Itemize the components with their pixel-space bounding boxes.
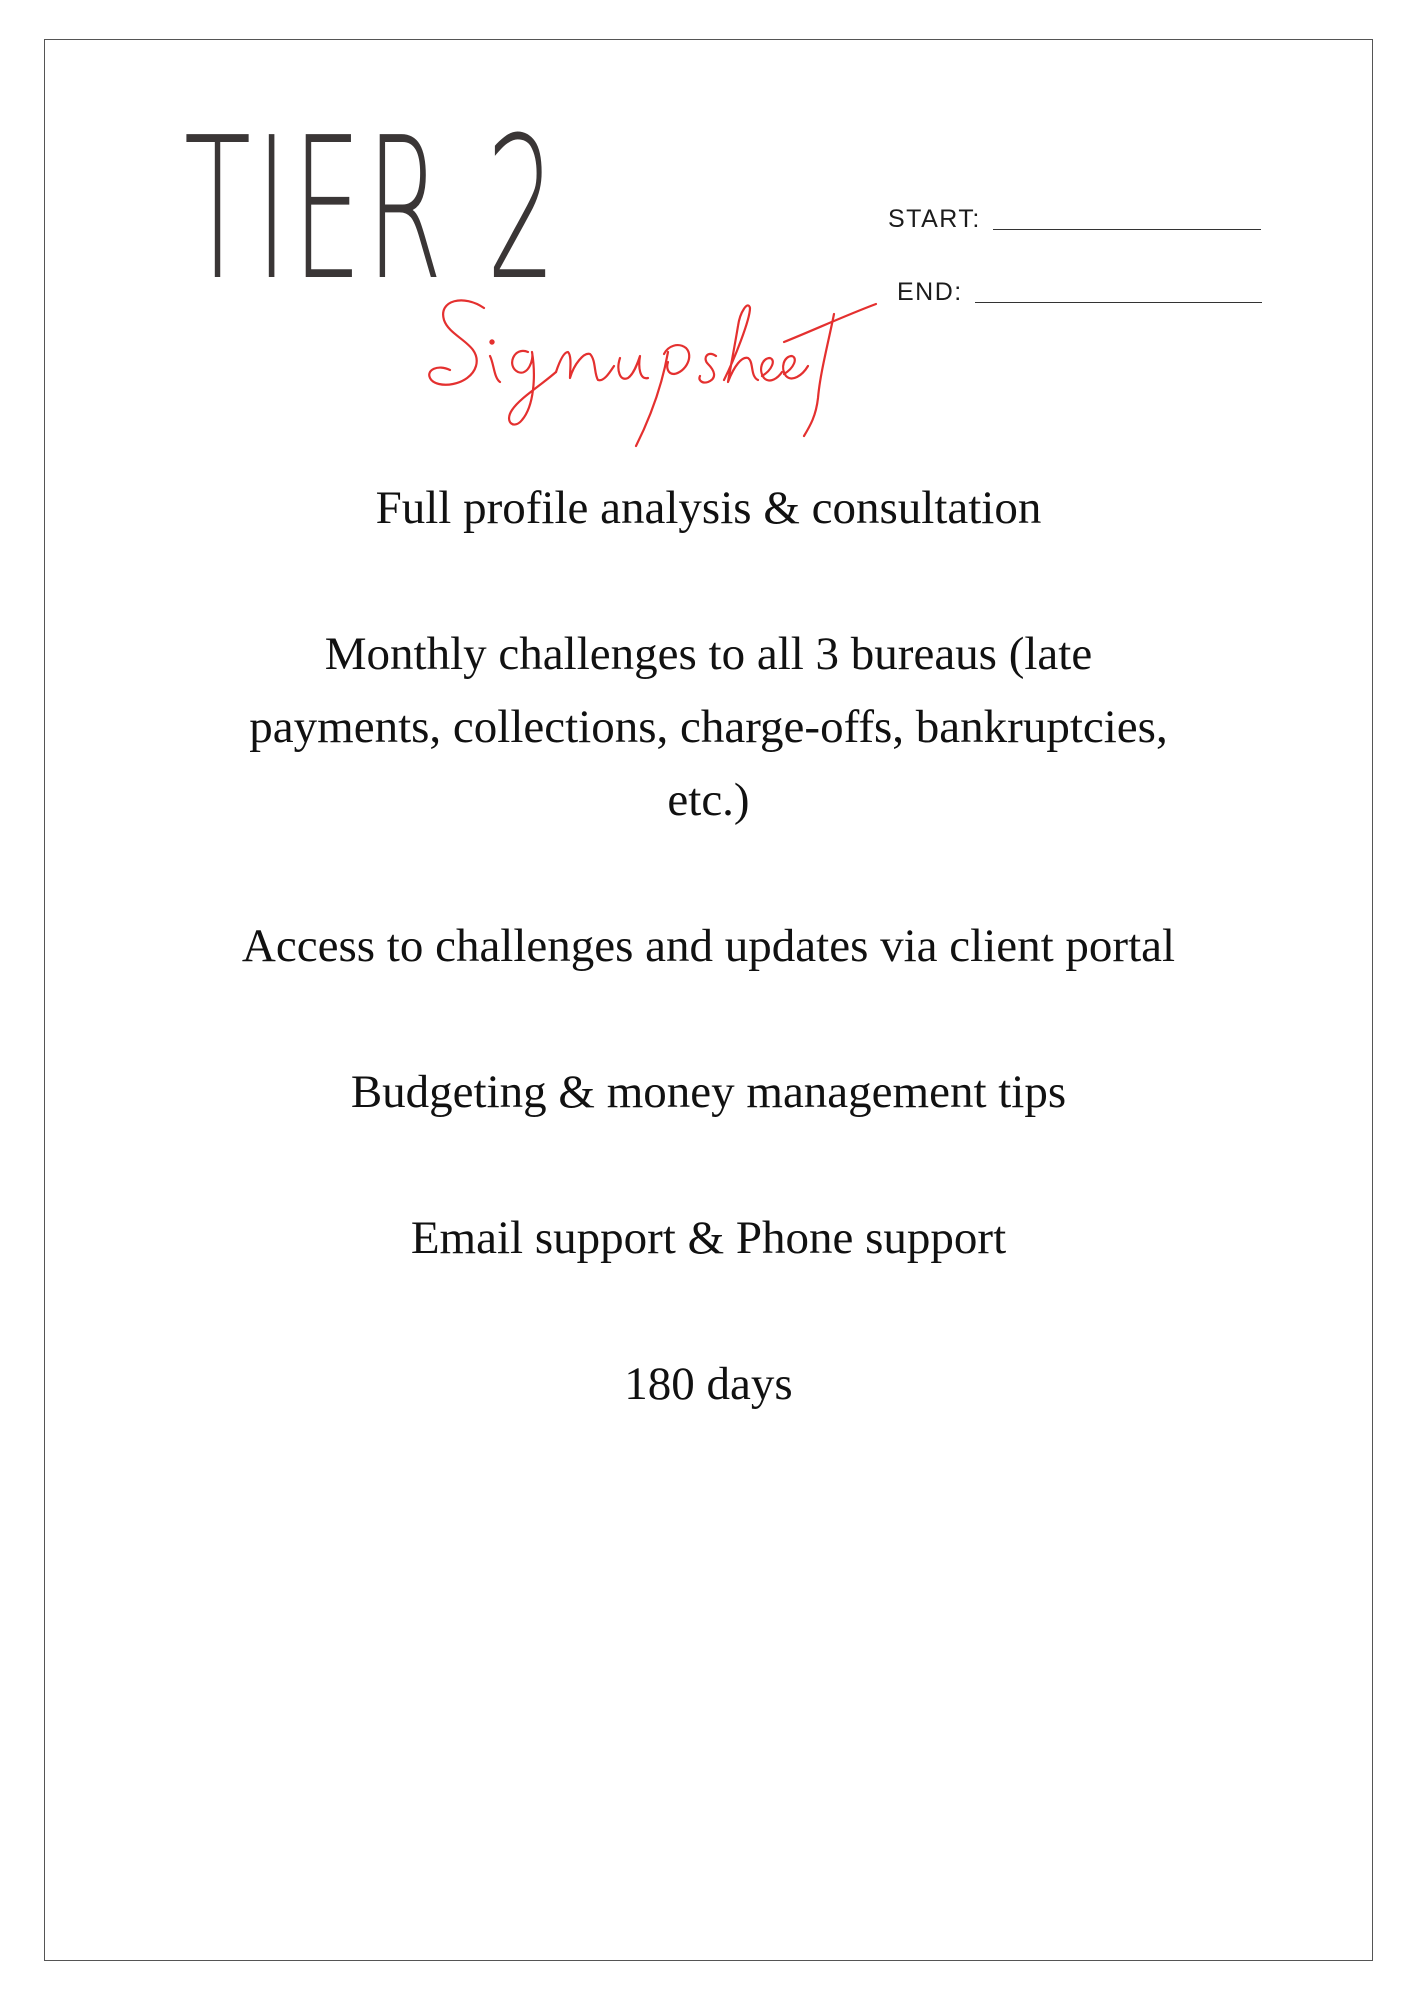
tier-title: TIER 2 — [184, 96, 561, 324]
feature-item: Budgeting & money management tips — [350, 1066, 1067, 1118]
feature-item: Email support & Phone support — [410, 1212, 1007, 1264]
start-date-row — [888, 205, 1261, 234]
feature-item: Access to challenges and updates via client portal — [241, 920, 1176, 972]
feature-list — [44, 472, 1373, 1494]
start-date-blank-line — [993, 229, 1261, 230]
signup-sheet-script-subtitle — [424, 286, 944, 446]
end-date-row — [897, 278, 1262, 307]
feature-item: Full profile analysis & consultation — [375, 482, 1042, 534]
feature-item: Monthly challenges to all 3 bureaus (late payments, collections, charge-offs, bankruptcies, etc.) — [249, 628, 1168, 826]
start-label: START: — [888, 205, 981, 233]
end-date-blank-line — [975, 302, 1262, 303]
signup-sheet-script — [424, 286, 944, 446]
end-label: END: — [897, 278, 963, 306]
feature-item: 180 days — [624, 1358, 793, 1410]
